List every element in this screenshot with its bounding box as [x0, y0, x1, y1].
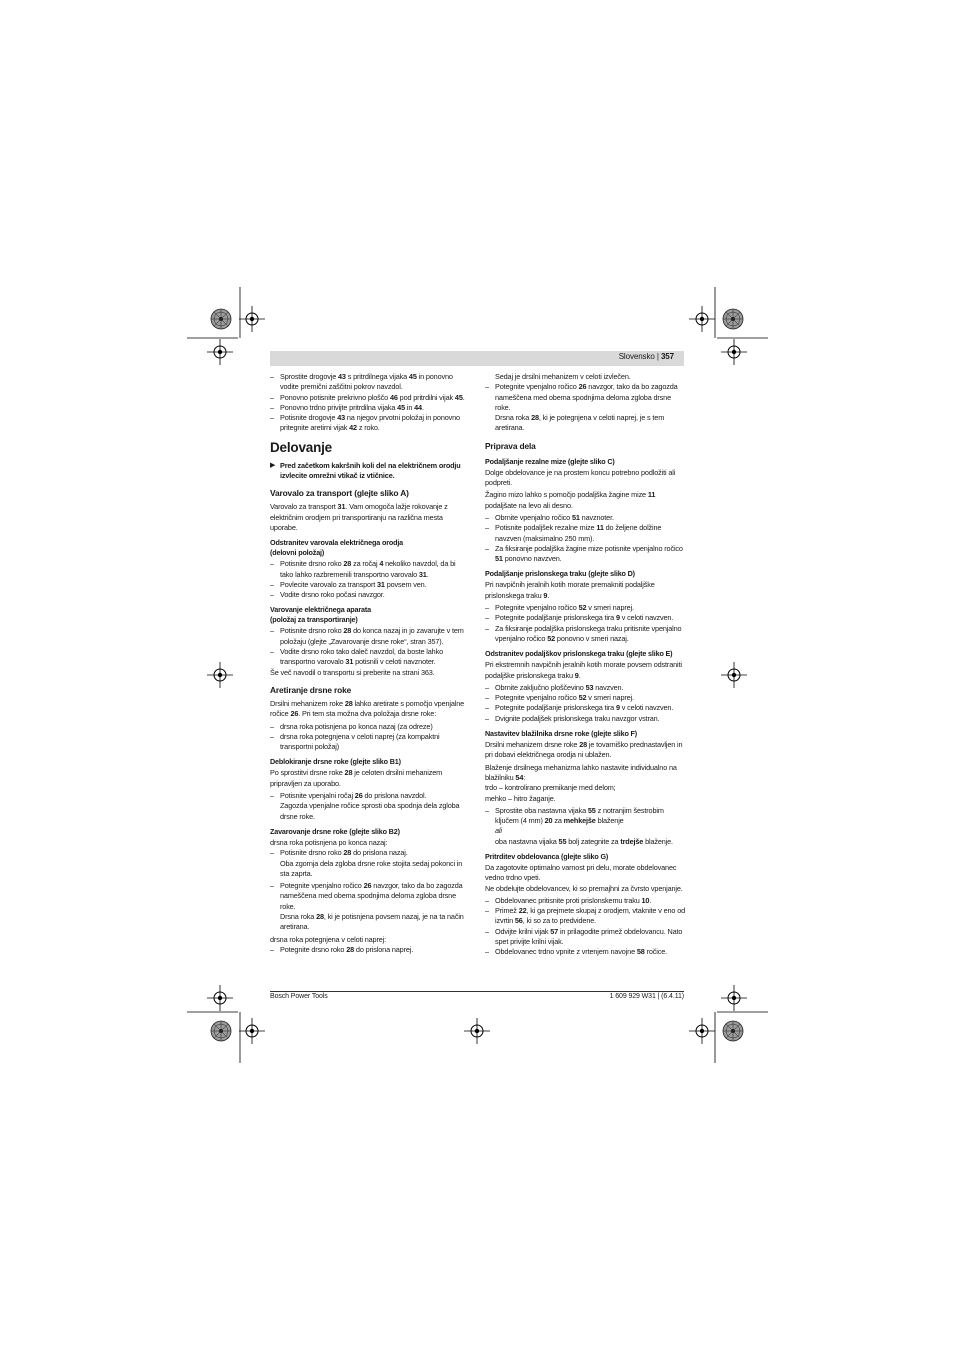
heading-podaljsanje-mize: Podaljšanje rezalne mize (glejte sliko C) — [485, 456, 615, 466]
list-item-continuation: Drsna roka 28, ki je potegnjena v celoti naprej, je s tem aretirana. — [495, 413, 665, 433]
list-item: – Potegnite drsno roko 28 do prislona naprej. — [270, 945, 470, 955]
list-item: – Potegnite vpenjalno ročico 52 v smeri naprej. — [485, 603, 685, 613]
paragraph: mehko – hitro žaganje. — [485, 793, 556, 803]
page-header — [270, 351, 684, 366]
header-section: Slovensko | — [618, 352, 659, 361]
paragraph: Da zagotovite optimalno varnost pri delu, morate obdelovanec vedno trdno vpeti. — [485, 862, 677, 883]
list-item: – Potegnite podaljšanje prislonskega tira 9 v celoti navzven. — [485, 613, 685, 623]
paragraph: Pri ekstremnih navpičnih jeralnih kotih morate povsem odstraniti podaljške prislonskega traku 9. — [485, 660, 682, 680]
list-item: – Potegnite vpenjalno ročico 26 navzgor, tako da bo zagozda nameščena med obema spodnjima deloma zgloba drsne roke. — [270, 881, 470, 912]
paragraph: Varovalo za transport 31. Vam omogoča lažje rokovanje z električnim orodjem pri transportiranju na različna mesta uporabe. — [270, 502, 448, 532]
list-item: – Potisnite drsno roko 28 do prislona nazaj. — [270, 848, 470, 858]
list-item: – Ponovno potisnite prekrivno ploščo 46 pod pritrdilni vijak 45. — [270, 393, 470, 403]
heading-priprava: Priprava dela — [485, 440, 536, 451]
list-item: – Potisnite drsno roko 28 do konca nazaj in jo zavarujte v tem položaju (glejte „Zavarovanje drsne roke“, stran 357). — [270, 626, 470, 647]
list-item: – Obrnite vpenjalno ročico 51 navznoter. — [485, 513, 685, 523]
section-title-delovanje: Delovanje — [270, 439, 332, 455]
list-item: – Dvignite podaljšek prislonskega traku navzgor vstran. — [485, 714, 685, 724]
heading-pritrditev: Pritrditev obdelovanca (glejte sliko G) — [485, 851, 609, 861]
footer-brand: Bosch Power Tools — [270, 993, 328, 1000]
list-item: – Potegnite vpenjalno ročico 52 v smeri naprej. — [485, 693, 685, 703]
list-item: – Potisnite drogovje 43 na njegov prvotni položaj in ponovno pritegnite aretirni vijak 42 z roko. — [270, 413, 470, 434]
paragraph: Drsilni mehanizem roke 28 lahko aretirate s pomočjo vpenjalne ročice 26. Pri tem sta možna dva položaja drsne roke: — [270, 698, 465, 719]
list-item-continuation: oba nastavna vijaka 55 bolj zategnite za trdejše blaženje. — [495, 836, 673, 846]
list-item-continuation: Sedaj je drsilni mehanizem v celoti izvlečen. — [495, 372, 631, 381]
list-item: – Vodite drsno roko počasi navzgor. — [270, 590, 470, 600]
paragraph: drsna roka potegnjena v celoti naprej: — [270, 934, 386, 944]
paragraph: Po sprostitvi drsne roke 28 je celoten drsilni mehanizem pripravljen za uporabo. — [270, 768, 443, 788]
heading-odstranitev: Odstranitev varovala električnega orodja (delovni položaj) — [270, 538, 404, 558]
list-item: – Potisnite podaljšek rezalne mize 11 do željene dolžine navzven (maksimalno 250 mm). — [485, 523, 685, 544]
list-item: – Potisnite drsno roko 28 za ročaj 4 nekoliko navzdol, da bi tako lahko razbremenili transportno varovalo 31. — [270, 559, 470, 580]
left-column — [270, 372, 470, 955]
list-item-continuation: Drsna roka 28, ki je potisnjena povsem nazaj, je na ta način aretirana. — [280, 911, 464, 932]
right-column — [485, 372, 685, 958]
list-item: – Odvijte krilni vijak 57 in prilagodite primež obdelovancu. Nato spet privijte krilni vijak. — [485, 927, 685, 948]
list-item: – Za fiksiranje podaljška prislonskega traku pritisnite vpenjalno vpenjalno ročico 52 ponovno v smeri nazaj. — [485, 624, 685, 645]
paragraph: Dolge obdelovance je na prostem koncu potrebno podložiti ali podpreti. — [485, 467, 676, 488]
paragraph: Žagino mizo lahko s pomočjo podaljška žagine mize 11 podaljšate na levo ali desno. — [485, 490, 656, 510]
heading-nastavitev-blazilnika: Nastavitev blažilnika drsne roke (glejte sliko F) — [485, 729, 638, 739]
heading-prislonski-trak: Podaljšanje prislonskega traku (glejte sliko D) — [485, 569, 635, 579]
heading-deblokiranje: Deblokiranje drsne roke (glejte sliko B1) — [270, 757, 401, 767]
list-item: – Obdelovanec pritisnite proti prislonskemu traku 10. — [485, 896, 685, 906]
footer-code: 1 609 929 W31 | (6.4.11) — [609, 993, 684, 1000]
heading-odstranitev-podaljskov: Odstranitev podaljškov prislonskega traku (glejte sliko E) — [485, 649, 673, 659]
list-item: – Potisnite vpenjalni ročaj 26 do prislona navzdol. — [270, 791, 470, 801]
list-item: – Povlecite varovalo za transport 31 povsem ven. — [270, 580, 470, 590]
paragraph: Pri navpičnih jeralnih kotih morate premakniti podaljške prislonskega traku 9. — [485, 580, 655, 600]
heading-transport: Varovalo za transport (glejte sliko A) — [270, 488, 409, 499]
list-item: – Ponovno trdno privijte pritrdilna vijaka 45 in 44. — [270, 403, 470, 413]
list-item: – drsna roka potisnjena po konca nazaj (za odreze) — [270, 722, 470, 732]
list-item: – Sprostite oba nastavna vijaka 55 z notranjim šestrobim ključem (4 mm) 20 za mehkejše blaženje — [485, 806, 685, 827]
paragraph: Blaženje drsilnega mehanizma lahko nastavite individualno na blažilniku 54: — [485, 762, 677, 782]
paragraph: Drsilni mehanizem drsne roke 28 je tovarniško prednastavljen in pri dobavi električnega orodja ni ublažen. — [485, 740, 683, 760]
page-number: 357 — [660, 352, 674, 361]
heading-aretiranje: Aretiranje drsne roke — [270, 684, 352, 695]
heading-varovanje: Varovanje električnega aparata (položaj za transportiranje) — [270, 605, 371, 625]
list-item: – Obdelovanec trdno vpnite z vrtenjem navojne 58 ročice. — [485, 947, 685, 957]
heading-zavarovanje: Zavarovanje drsne roke (glejte sliko B2) — [270, 826, 400, 836]
list-item: – Za fiksiranje podaljška žagine mize potisnite vpenjalno ročico 51 ponovno navzven. — [485, 544, 685, 565]
warning-note: ▶ Pred začetkom kakršnih koli del na električnem orodju izvlecite omrežni vtikač iz vtičnice. — [270, 460, 461, 481]
list-item: – drsna roka potegnjena v celoti naprej (za kompaktni transportni položaj) — [270, 732, 470, 753]
list-item-continuation: ali — [495, 826, 502, 836]
list-item: – Potegnite podaljšanje prislonskega tira 9 v celoti navzven. — [485, 703, 685, 713]
paragraph: Še več navodil o transportu si preberite na strani 363. — [270, 667, 435, 677]
footer-divider — [270, 991, 684, 992]
intro-list — [270, 372, 470, 434]
paragraph: Ne obdelujte obdelovancev, ki so premajhni za čvrsto vpenjanje. — [485, 883, 683, 893]
list-item-continuation: Zagozda vpenjalne ročice sprosti oba spodnja dela zgloba drsne roke. — [280, 801, 460, 821]
list-item: – Primež 22, ki ga prejmete skupaj z orodjem, vtaknite v eno od izvrtin 56, ki so za to predvidene. — [485, 906, 685, 927]
paragraph: trdo – kontrolirano premikanje med delom; — [485, 783, 616, 793]
list-item: – Obrnite zaključno ploščevino 53 navzven. — [485, 683, 685, 693]
list-item-continuation: Oba zgornja dela zgloba drsne roke stojita sedaj pokonci in sta zaprta. — [280, 858, 463, 878]
list-item: – Potegnite vpenjalno ročico 26 navzgor, tako da bo zagozda nameščena med obema spodnjima deloma zgloba drsne roke. — [485, 382, 685, 413]
paragraph: drsna roka potisnjena po konca nazaj: — [270, 837, 388, 847]
list-item: – Vodite drsno roko tako daleč navzdol, da boste lahko transportno varovalo 31 potisnili v celoti navznoter. — [270, 647, 470, 668]
triangle-bullet-icon: ▶ — [270, 461, 276, 469]
list-item: – Sprostite drogovje 43 s pritrdilnega vijaka 45 in ponovno vodite premični zaščitni pokrov navzdol. — [270, 372, 470, 393]
